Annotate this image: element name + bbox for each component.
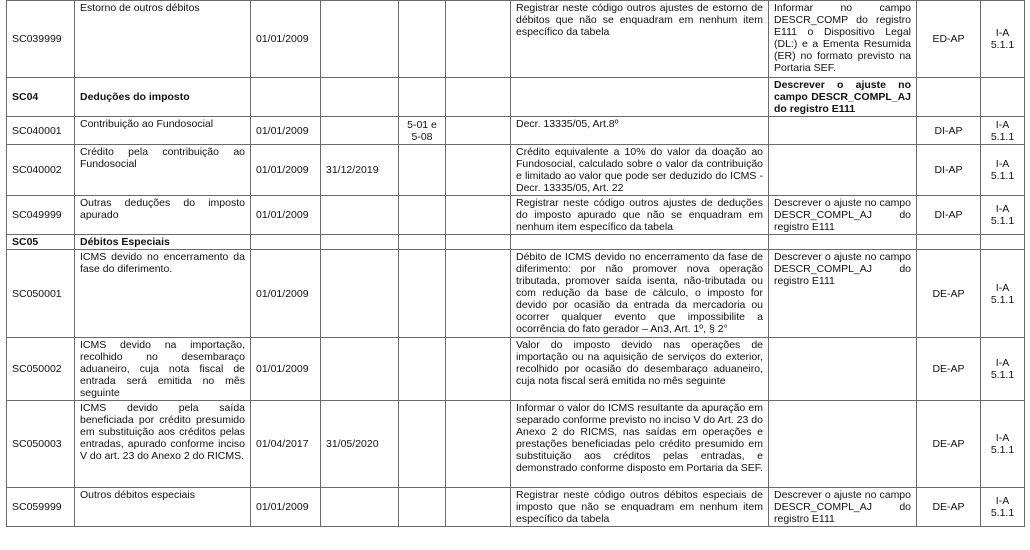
table-row <box>7 338 1025 401</box>
description-cell: Outros débitos especiais <box>75 488 251 527</box>
description-cell: Deduções do imposto <box>75 78 251 117</box>
legal-basis-cell: Valor do imposto devido nas operações de importação ou na aquisição de serviços do exterior, recolhido por ocasião do desembaraço aduaneiro, cuja nota fiscal será emitida no mês seguinte <box>511 338 769 401</box>
reference-cell <box>399 488 446 527</box>
end-date-cell: 31/12/2019 <box>321 145 399 196</box>
legal-basis-cell: Débito de ICMS devido no encerramento da fase de diferimento: por não promover nova operação tributada, promover saída isenta, não-tributada ou com redução da base de cálculo, o imposto for devido por ocasião da entrada da mercadoria ou ocorrer qualquer evento que impossibilite a ocorrência do fato gerador – An3, Art. 1º, § 2° <box>511 250 769 338</box>
adjustment-type-cell: DI-AP <box>917 196 981 235</box>
table-row <box>7 145 1025 196</box>
legal-basis-cell <box>511 78 769 117</box>
description-cell: Outras deduções do imposto apurado <box>75 196 251 235</box>
start-date-cell: 01/01/2009 <box>251 338 321 401</box>
reference-cell: 5-01 e 5-08 <box>399 117 446 145</box>
start-date-cell <box>251 235 321 250</box>
adjustment-type-cell: DE-AP <box>917 488 981 527</box>
adjustment-type-cell: DE-AP <box>917 338 981 401</box>
legal-basis-cell: Crédito equivalente a 10% do valor da doação ao Fundosocial, calculado sobre o valor da contribuição e limitado ao valor que pode ser deduzido do ICMS - Decr. 13335/05, Art. 22 <box>511 145 769 196</box>
fill-instruction-cell: Descrever o ajuste no campo DESCR_COMPL_AJ do registro E111 <box>769 196 917 235</box>
description-cell: Estorno de outros débitos <box>75 1 251 78</box>
reference-cell <box>399 196 446 235</box>
legal-basis-cell: Registrar neste código outros débitos especiais de imposto que não se enquadram em nenhum item específico da tabela <box>511 488 769 527</box>
extra-cell <box>446 338 511 401</box>
start-date-cell: 01/01/2009 <box>251 250 321 338</box>
adjustment-codes-table <box>6 0 1025 527</box>
extra-cell <box>446 145 511 196</box>
table-row <box>7 1 1025 78</box>
reference-code-cell: I-A 5.1.1 <box>981 338 1025 401</box>
code-cell: SC050003 <box>7 401 75 488</box>
description-cell: ICMS devido na importação, recolhido no desembaraço aduaneiro, cuja nota fiscal de entrada será emitida no mês seguinte <box>75 338 251 401</box>
legal-basis-cell: Informar o valor do ICMS resultante da apuração em separado conforme previsto no inciso V do Art. 23 do Anexo 2 do RICMS, nas saídas em operações e prestações beneficiadas pelo crédito presumido em substituição aos créditos pelas entradas, e demonstrado conforme disposto em Portaria da SEF. <box>511 401 769 488</box>
reference-code-cell: I-A 5.1.1 <box>981 488 1025 527</box>
start-date-cell: 01/04/2017 <box>251 401 321 488</box>
reference-code-cell: I-A 5.1.1 <box>981 250 1025 338</box>
end-date-cell <box>321 250 399 338</box>
reference-cell <box>399 1 446 78</box>
code-cell: SC05 <box>7 235 75 250</box>
code-cell: SC049999 <box>7 196 75 235</box>
table-row <box>7 196 1025 235</box>
start-date-cell: 01/01/2009 <box>251 1 321 78</box>
extra-cell <box>446 1 511 78</box>
fill-instruction-cell <box>769 401 917 488</box>
description-cell: Débitos Especiais <box>75 235 251 250</box>
table-body <box>7 1 1025 527</box>
extra-cell <box>446 235 511 250</box>
fill-instruction-cell <box>769 235 917 250</box>
end-date-cell: 31/05/2020 <box>321 401 399 488</box>
fill-instruction-cell: Descrever o ajuste no campo DESCR_COMPL_AJ do registro E111 <box>769 488 917 527</box>
legal-basis-cell <box>511 235 769 250</box>
code-cell: SC040001 <box>7 117 75 145</box>
adjustment-type-cell: DI-AP <box>917 117 981 145</box>
start-date-cell <box>251 78 321 117</box>
fill-instruction-cell <box>769 117 917 145</box>
adjustment-type-cell <box>917 78 981 117</box>
adjustment-type-cell: DI-AP <box>917 145 981 196</box>
reference-code-cell <box>981 235 1025 250</box>
extra-cell <box>446 117 511 145</box>
adjustment-type-cell: DE-AP <box>917 401 981 488</box>
reference-code-cell: I-A 5.1.1 <box>981 401 1025 488</box>
reference-cell <box>399 145 446 196</box>
end-date-cell <box>321 488 399 527</box>
fill-instruction-cell <box>769 338 917 401</box>
reference-cell <box>399 401 446 488</box>
table-row <box>7 488 1025 527</box>
reference-cell <box>399 250 446 338</box>
end-date-cell <box>321 1 399 78</box>
reference-code-cell: I-A 5.1.1 <box>981 117 1025 145</box>
fill-instruction-cell <box>769 145 917 196</box>
table-row <box>7 401 1025 488</box>
reference-cell <box>399 78 446 117</box>
adjustment-type-cell <box>917 235 981 250</box>
description-cell: Contribuição ao Fundosocial <box>75 117 251 145</box>
code-cell: SC059999 <box>7 488 75 527</box>
table-row <box>7 117 1025 145</box>
adjustment-type-cell: DE-AP <box>917 250 981 338</box>
start-date-cell: 01/01/2009 <box>251 488 321 527</box>
table-row <box>7 250 1025 338</box>
reference-cell <box>399 338 446 401</box>
extra-cell <box>446 250 511 338</box>
extra-cell <box>446 78 511 117</box>
end-date-cell <box>321 338 399 401</box>
description-cell: ICMS devido pela saída beneficiada por crédito presumido em substituição aos créditos pelas entradas, apurado conforme inciso V do art. 23 do Anexo 2 do RICMS. <box>75 401 251 488</box>
section-row <box>7 78 1025 117</box>
section-row <box>7 235 1025 250</box>
adjustment-type-cell: ED-AP <box>917 1 981 78</box>
code-cell: SC04 <box>7 78 75 117</box>
end-date-cell <box>321 117 399 145</box>
code-cell: SC040002 <box>7 145 75 196</box>
end-date-cell <box>321 196 399 235</box>
legal-basis-cell: Decr. 13335/05, Art.8º <box>511 117 769 145</box>
end-date-cell <box>321 235 399 250</box>
start-date-cell: 01/01/2009 <box>251 117 321 145</box>
code-cell: SC050001 <box>7 250 75 338</box>
legal-basis-cell: Registrar neste código outros ajustes de estorno de débitos que não se enquadram em nenhum item específico da tabela <box>511 1 769 78</box>
description-cell: Crédito pela contribuição ao Fundosocial <box>75 145 251 196</box>
start-date-cell: 01/01/2009 <box>251 196 321 235</box>
extra-cell <box>446 488 511 527</box>
reference-code-cell: I-A 5.1.1 <box>981 1 1025 78</box>
fill-instruction-cell: Descrever o ajuste no campo DESCR_COMPL_AJ do registro E111 <box>769 78 917 117</box>
code-cell: SC039999 <box>7 1 75 78</box>
code-cell: SC050002 <box>7 338 75 401</box>
legal-basis-cell: Registrar neste código outros ajustes de deduções do imposto apurado que não se enquadram em nenhum item específico da tabela <box>511 196 769 235</box>
reference-code-cell: I-A 5.1.1 <box>981 196 1025 235</box>
start-date-cell: 01/01/2009 <box>251 145 321 196</box>
reference-code-cell: I-A 5.1.1 <box>981 145 1025 196</box>
reference-code-cell <box>981 78 1025 117</box>
extra-cell <box>446 196 511 235</box>
description-cell: ICMS devido no encerramento da fase do diferimento. <box>75 250 251 338</box>
fill-instruction-cell: Informar no campo DESCR_COMP do registro E111 o Dispositivo Legal (DL:) e a Ementa Resumida (ER) no formato previsto na Portaria SEF. <box>769 1 917 78</box>
end-date-cell <box>321 78 399 117</box>
fill-instruction-cell: Descrever o ajuste no campo DESCR_COMPL_AJ do registro E111 <box>769 250 917 338</box>
extra-cell <box>446 401 511 488</box>
reference-cell <box>399 235 446 250</box>
document-page <box>6 0 1024 527</box>
